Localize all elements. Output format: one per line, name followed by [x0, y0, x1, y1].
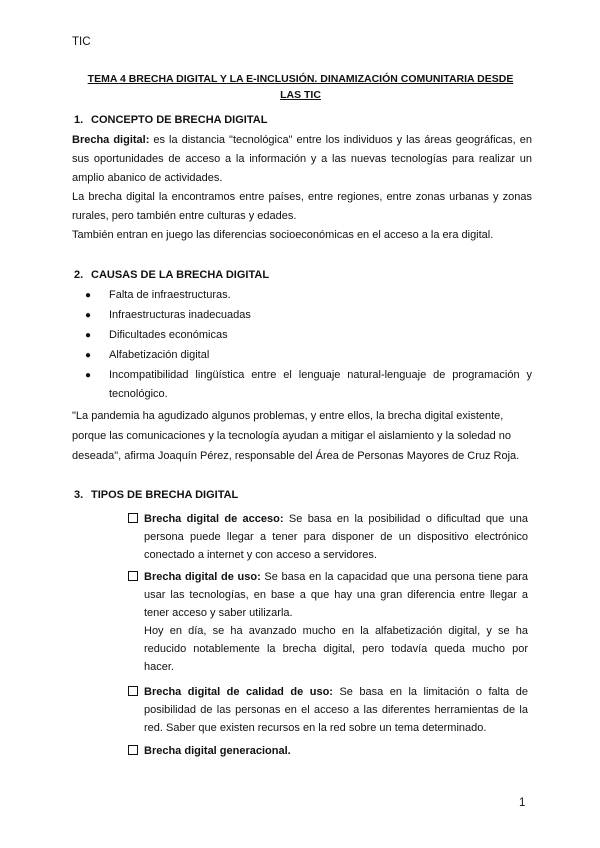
bullet-icon: ●: [85, 290, 92, 301]
type-line: Brecha digital de acceso: Se basa en la posibilidad o dificultad que una: [144, 513, 528, 525]
type-item-access: [128, 510, 528, 564]
type-item-use: [128, 568, 528, 676]
type-line: [144, 742, 528, 760]
type-line: posibilidad de las personas en el acceso a las diferentes herramientas de la: [144, 704, 528, 716]
type-item-generational: [128, 742, 528, 760]
type-line: persona puede llegar a tener para disponer de un dispositivo electrónico: [144, 531, 528, 543]
paragraph-line: amplio abanico de actividades.: [72, 172, 223, 184]
bullet-icon: ●: [85, 310, 92, 321]
type-line: tener acceso y saber utilizarla.: [144, 607, 293, 619]
document-title: [72, 71, 529, 103]
causes-list: [82, 286, 532, 405]
type-line: Brecha digital de uso: Se basa en la capacidad que una persona tiene para: [144, 571, 528, 583]
bullet-icon: ●: [85, 350, 92, 361]
list-item: ● Dificultades económicas: [82, 326, 532, 345]
section-2-heading: [74, 269, 270, 281]
section-2-title: CAUSAS DE LA BRECHA DIGITAL: [91, 269, 270, 281]
type-item-quality: [128, 683, 528, 737]
list-item: ● Incompatibilidad lingüística entre el lenguaje natural-lenguaje de programación y tecnológico.: [82, 366, 532, 404]
title-line-1: TEMA 4 BRECHA DIGITAL Y LA E-INCLUSIÓN. DINAMIZACIÓN COMUNITARIA DESDE: [87, 73, 514, 85]
list-item: ● Infraestructuras inadecuadas: [82, 306, 532, 325]
checkbox-icon: [128, 686, 138, 696]
type-line: usar las tecnologías, en base a que hay una gran diferencia entre llegar a: [144, 589, 528, 601]
section-3-heading: [74, 489, 239, 501]
quote-line: deseada", afirma Joaquín Pérez, responsable del Área de Personas Mayores de Cruz Roja.: [72, 450, 520, 462]
page-header: TIC: [72, 36, 91, 48]
definition-term: Brecha digital:: [72, 134, 150, 146]
list-item: ● Falta de infraestructuras.: [82, 286, 532, 305]
paragraph-line: La brecha digital la encontramos entre países, entre regiones, entre zonas urbanas y zonas: [72, 191, 532, 203]
section-1-body: [72, 131, 532, 245]
bullet-icon: ●: [85, 330, 92, 341]
type-line: conectado a internet y con acceso a servidores.: [144, 549, 377, 561]
quote-paragraph: [72, 406, 532, 466]
checkbox-icon: [128, 513, 138, 523]
quote-line: porque las comunicaciones y la tecnología ayudan a mitigar el aislamiento y la soledad no: [72, 430, 512, 442]
page-number: 1: [519, 797, 526, 809]
type-line: reducido notablemente la brecha digital, pero todavía queda mucho por: [144, 643, 528, 655]
type-line: Brecha digital de calidad de uso: Se basa en la limitación o falta de: [144, 686, 528, 698]
type-term: Brecha digital de acceso:: [144, 513, 284, 525]
section-1-number: 1.: [74, 114, 84, 126]
checkbox-icon: [128, 745, 138, 755]
type-line: hacer.: [144, 661, 174, 673]
section-1-heading: [74, 114, 268, 126]
type-term: Brecha digital de uso:: [144, 571, 261, 583]
type-line: Hoy en día, se ha avanzado mucho en la alfabetización digital, y se ha: [144, 625, 528, 637]
checkbox-icon: [128, 571, 138, 581]
title-line-2: LAS TIC: [280, 89, 321, 101]
section-3-title: TIPOS DE BRECHA DIGITAL: [91, 489, 239, 501]
section-2-number: 2.: [74, 269, 84, 281]
type-term: Brecha digital de calidad de uso:: [144, 686, 333, 698]
quote-line: "La pandemia ha agudizado algunos problemas, y entre ellos, la brecha digital existente,: [72, 410, 504, 422]
paragraph-line: Brecha digital: es la distancia "tecnológica" entre los individuos y las áreas geográficas, en: [72, 134, 532, 146]
paragraph-line: También entran en juego las diferencias socioeconómicas en el acceso a la era digital.: [72, 229, 494, 241]
type-term: Brecha digital generacional.: [144, 745, 291, 757]
section-1-title: CONCEPTO DE BRECHA DIGITAL: [91, 114, 268, 126]
paragraph-line: rurales, pero también entre culturas y edades.: [72, 210, 297, 222]
bullet-icon: ●: [85, 370, 92, 381]
list-item: ● Alfabetización digital: [82, 346, 532, 365]
section-3-number: 3.: [74, 489, 84, 501]
paragraph-line: sus oportunidades de acceso a la información y a las nuevas tecnologías para realizar un: [72, 153, 532, 165]
type-line: red. Saber que existen recursos en la red sobre un tema determinado.: [144, 722, 487, 734]
